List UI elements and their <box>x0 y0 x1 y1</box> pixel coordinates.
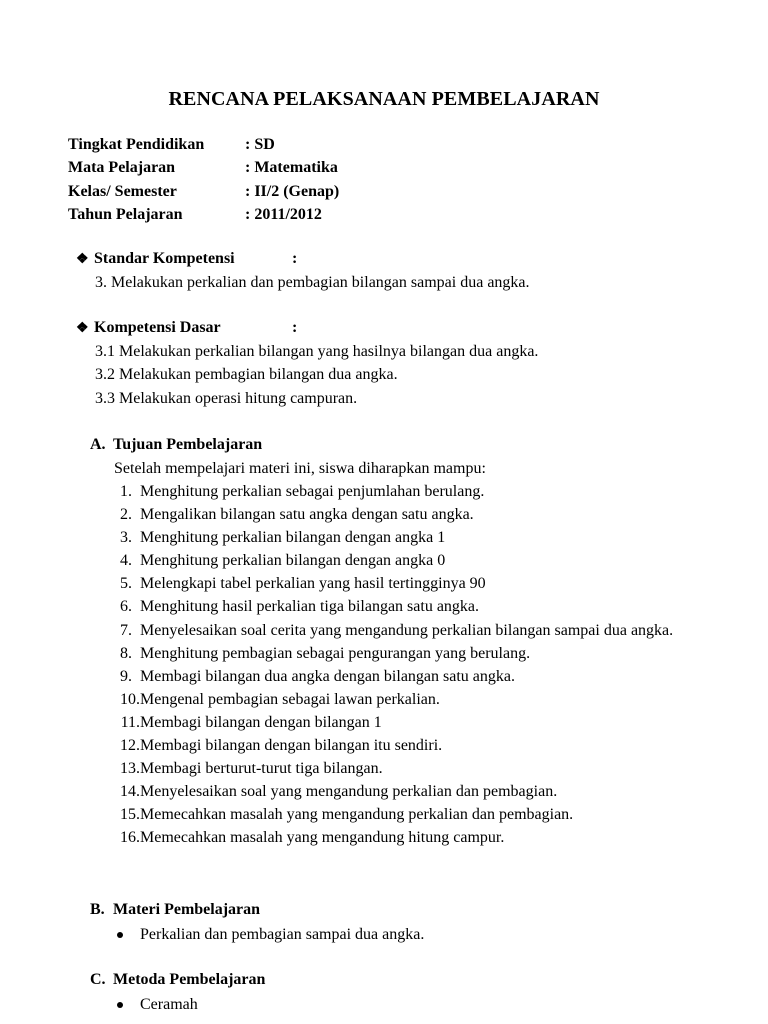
item-text: Menghitung hasil perkalian tiga bilangan satu angka. <box>140 598 480 616</box>
bullet-icon <box>114 993 140 1016</box>
info-row-tahun <box>68 203 339 226</box>
item-number: 5. <box>120 575 132 593</box>
list-item: 3.1 Melakukan perkalian bilangan yang hasilnya bilangan dua angka. <box>95 343 539 360</box>
item-text: Menyelesaikan soal yang mengandung perkalian dan pembagian. <box>140 783 558 801</box>
item-text: Mengalikan bilangan satu angka dengan satu angka. <box>140 506 474 524</box>
objectives-intro: Setelah mempelajari materi ini, siswa diharapkan mampu: <box>114 460 486 477</box>
info-row-kelas <box>68 180 339 203</box>
section-title: Metoda Pembelajaran <box>113 971 266 988</box>
metoda-list <box>114 993 198 1016</box>
diamond-bullet-icon: ❖ <box>76 321 89 336</box>
item-text: Membagi bilangan dengan bilangan itu sendiri. <box>140 737 443 755</box>
item-number: 11. <box>120 713 140 731</box>
list-item: 3. Melakukan perkalian dan pembagian bilangan sampai dua angka. <box>95 274 530 291</box>
item-text: Membagi bilangan dua angka dengan bilangan satu angka. <box>140 667 515 685</box>
info-label: Tahun Pelajaran <box>68 205 183 223</box>
list-item <box>114 757 701 780</box>
section-title: Tujuan Pembelajaran <box>113 436 263 453</box>
info-value: : Matematika <box>245 159 338 177</box>
item-number: 14. <box>120 783 140 801</box>
item-text: Membagi berturut-turut tiga bilangan. <box>140 760 383 778</box>
standar-kompetensi-heading <box>76 248 297 271</box>
item-text: Menghitung pembagian sebagai pengurangan yang berulang. <box>140 644 531 662</box>
item-number: 15. <box>120 806 140 824</box>
list-item <box>114 503 701 526</box>
item-text: Ceramah <box>140 996 198 1013</box>
section-c-heading <box>90 969 265 991</box>
list-item <box>114 734 701 757</box>
item-number: 7. <box>120 621 132 639</box>
list-item <box>114 480 701 503</box>
info-label: Tingkat Pendidikan <box>68 136 205 153</box>
objectives-list <box>114 480 701 850</box>
item-number: 4. <box>120 552 132 570</box>
list-item <box>114 619 701 642</box>
diamond-bullet-icon: ❖ <box>76 252 89 267</box>
list-item <box>114 642 701 665</box>
list-item <box>114 526 701 549</box>
section-letter: B. <box>90 901 105 918</box>
bullet-icon <box>114 923 140 946</box>
list-item <box>114 665 701 688</box>
info-row-mapel <box>68 156 339 179</box>
info-label: Kelas/ Semester <box>68 182 177 200</box>
list-item <box>114 780 701 803</box>
standar-kompetensi-list <box>95 271 530 294</box>
list-item <box>114 595 701 618</box>
item-number: 3. <box>120 529 132 547</box>
list-item <box>114 688 701 711</box>
item-number: 13. <box>120 760 140 778</box>
info-table <box>68 133 339 226</box>
list-item: 3.2 Melakukan pembagian bilangan dua angka. <box>95 366 398 384</box>
list-item <box>114 572 701 595</box>
item-text: Memecahkan masalah yang mengandung perkalian dan pembagian. <box>140 806 574 824</box>
item-text: Perkalian dan pembagian sampai dua angka. <box>140 926 425 943</box>
item-text: Mengenal pembagian sebagai lawan perkalian. <box>140 690 440 708</box>
item-text: Membagi bilangan dengan bilangan 1 <box>140 713 382 731</box>
list-item <box>114 549 701 572</box>
item-text: Menyelesaikan soal cerita yang mengandung perkalian bilangan sampai dua angka. <box>140 621 674 639</box>
section-b-heading <box>90 899 260 921</box>
info-row-tingkat <box>68 133 339 156</box>
list-item <box>114 826 701 849</box>
list-item: 3.3 Melakukan operasi hitung campuran. <box>95 389 358 407</box>
item-number: 6. <box>120 598 132 616</box>
heading-label: Kompetensi Dasar <box>94 319 221 336</box>
info-label: Mata Pelajaran <box>68 159 176 177</box>
heading-colon: : <box>292 319 298 336</box>
item-number: 9. <box>120 667 132 685</box>
list-item <box>114 923 424 946</box>
item-number: 8. <box>120 644 132 662</box>
item-text: Menghitung perkalian bilangan dengan angka 0 <box>140 552 446 570</box>
item-number: 16. <box>120 829 140 847</box>
item-number: 12. <box>120 737 140 755</box>
info-value: : SD <box>245 136 275 153</box>
list-item <box>114 803 701 826</box>
heading-label: Standar Kompetensi <box>94 250 235 267</box>
document-title: RENCANA PELAKSANAAN PEMBELAJARAN <box>168 88 600 110</box>
item-number: 10. <box>120 690 140 708</box>
kompetensi-dasar-list <box>95 340 538 410</box>
info-value: : II/2 (Genap) <box>245 182 340 200</box>
item-number: 2. <box>120 506 132 524</box>
list-item <box>114 993 198 1016</box>
list-item <box>114 711 701 734</box>
item-number: 1. <box>120 483 132 500</box>
kompetensi-dasar-heading <box>76 317 297 340</box>
heading-colon: : <box>292 250 298 267</box>
section-letter: C. <box>90 971 106 988</box>
section-title: Materi Pembelajaran <box>113 901 261 918</box>
materi-list <box>114 923 424 946</box>
item-text: Menghitung perkalian bilangan dengan angka 1 <box>140 529 446 547</box>
item-text: Menghitung perkalian sebagai penjumlahan berulang. <box>140 483 485 500</box>
section-a-heading <box>90 434 262 456</box>
section-letter: A. <box>90 436 106 453</box>
info-value: : 2011/2012 <box>245 205 322 223</box>
item-text: Melengkapi tabel perkalian yang hasil tertingginya 90 <box>140 575 486 593</box>
item-text: Memecahkan masalah yang mengandung hitung campur. <box>140 829 505 847</box>
